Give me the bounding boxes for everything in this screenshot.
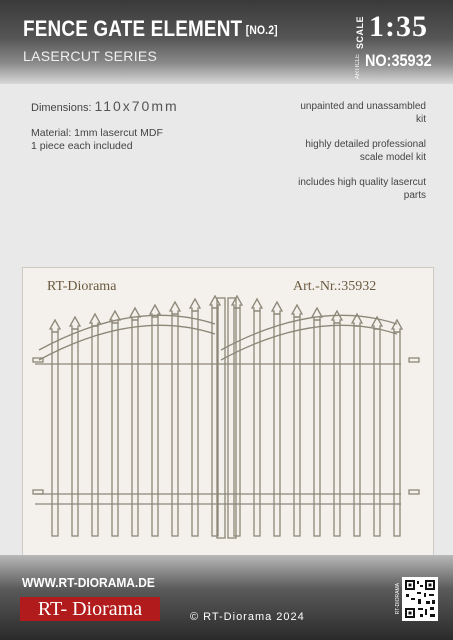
qr-code-icon [402, 577, 438, 621]
feature-detailed: highly detailed professional scale model kit [305, 139, 426, 163]
article-number: NO:35932 [365, 51, 432, 70]
series-subtitle: LASERCUT SERIES [23, 48, 158, 64]
dimensions-value: 110x70mm [94, 98, 179, 114]
dimensions-label: Dimensions: [31, 102, 92, 114]
title-number: [NO.2] [245, 23, 278, 37]
photo-label-right: Art.-Nr.:35932 [293, 279, 377, 294]
fence-gate-illustration [23, 268, 433, 556]
scale-label: SCALE [355, 16, 365, 50]
specs-block [31, 100, 179, 153]
product-title [23, 16, 278, 42]
gate-drawing [33, 296, 419, 538]
material-line: Material: 1mm lasercut MDF [31, 127, 163, 139]
dimensions-line [31, 100, 179, 115]
photo-label-left: RT-Diorama [47, 279, 117, 294]
pieces-line: 1 piece each included [31, 140, 133, 152]
feature-quality: includes high quality lasercut parts [298, 177, 426, 201]
copyright-text: © RT-Diorama 2024 [190, 611, 305, 623]
scale-value: 1:35 [369, 10, 428, 43]
header-banner [0, 0, 453, 84]
product-photo [22, 267, 434, 557]
features-block [296, 101, 426, 215]
scale-badge [355, 10, 433, 80]
title-text: FENCE GATE ELEMENT [23, 16, 243, 41]
qr-caption: RT-DIORAMA [395, 583, 401, 615]
feature-unpainted: unpainted and unassambled kit [300, 101, 426, 125]
brand-logo: RT- Diorama [20, 597, 160, 621]
article-label: ARTICLE [355, 54, 361, 80]
website-link[interactable]: WWW.RT-DIORAMA.DE [22, 575, 155, 590]
